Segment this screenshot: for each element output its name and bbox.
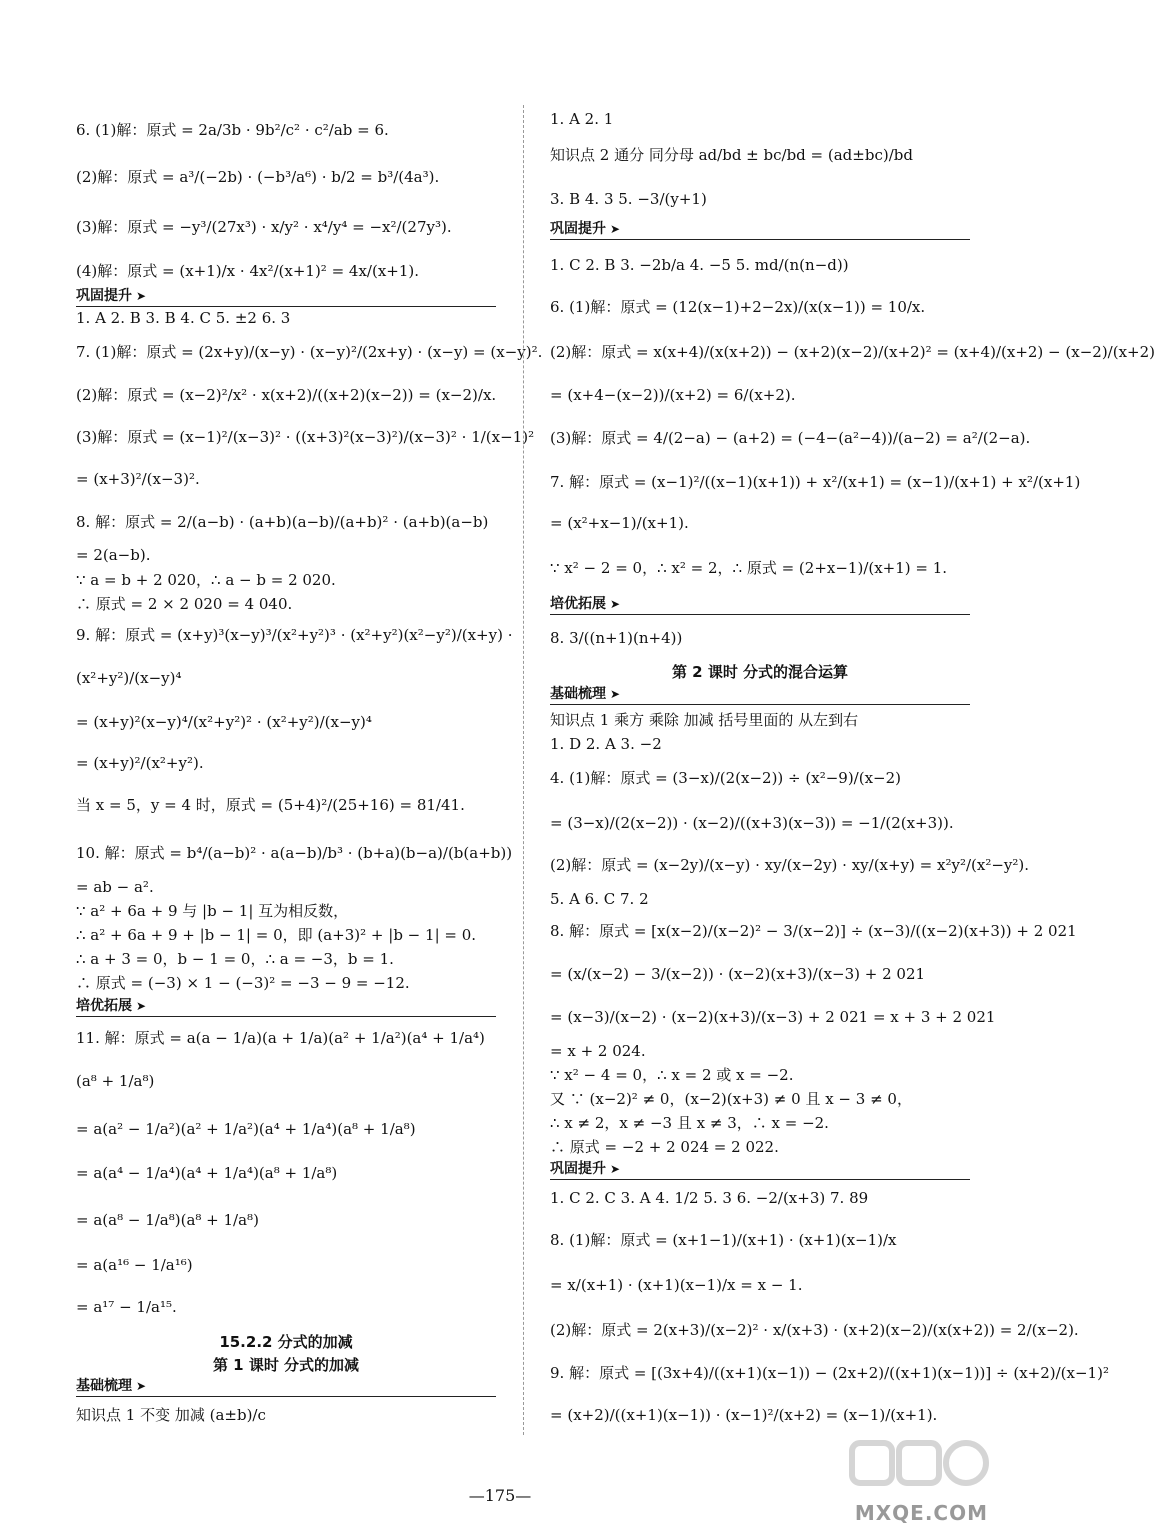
section-heading-label: 巩固提升 <box>550 221 606 237</box>
answer-line: ∴ a + 3 = 0，b − 1 = 0，∴ a = −3，b = 1. <box>76 950 394 968</box>
section-heading-label: 基础梳理 <box>76 1378 132 1394</box>
answer-line: 8. 解：原式 = [x(x−2)/(x−2)² − 3/(x−2)] ÷ (x−3)/((x−2)(x+3)) + 2 021 <box>550 922 1077 940</box>
answer-line: 1. A 2. 1 <box>550 110 614 128</box>
answer-line: (4)解：原式 = (x+1)/x · 4x²/(x+1)² = 4x/(x+1). <box>76 262 420 280</box>
answer-line: 6. (1)解：原式 = (12(x−1)+2−2x)/(x(x−1)) = 10/x. <box>550 298 926 316</box>
section-heading <box>550 218 970 240</box>
answer-line: (2)解：原式 = a³/(−2b) · (−b³/a⁶) · b/2 = b³/(4a³). <box>76 168 440 186</box>
answer-line: = a(a⁸ − 1/a⁸)(a⁸ + 1/a⁸) <box>76 1211 259 1229</box>
answer-line: (2)解：原式 = 2(x+3)/(x−2)² · x/(x+3) · (x+2)(x−2)/(x(x+2)) = 2/(x−2). <box>550 1321 1079 1339</box>
answer-line: 4. (1)解：原式 = (3−x)/(2(x−2)) ÷ (x²−9)/(x−2) <box>550 769 902 787</box>
lesson-title: 15.2.2 分式的加减 <box>219 1333 353 1351</box>
answer-line: ∴ x ≠ 2，x ≠ −3 且 x ≠ 3，∴ x = −2. <box>550 1114 829 1132</box>
answer-line: ∵ x² − 4 = 0，∴ x = 2 或 x = −2. <box>550 1066 794 1084</box>
lesson-title: 第 2 课时 分式的混合运算 <box>671 663 849 681</box>
answer-line: ∴ a² + 6a + 9 + |b − 1| = 0，即 (a+3)² + |b − 1| = 0. <box>76 926 477 944</box>
answer-line: = a(a¹⁶ − 1/a¹⁶) <box>76 1256 193 1274</box>
section-heading-label: 培优拓展 <box>76 998 132 1014</box>
answer-line: 又 ∵ (x−2)² ≠ 0，(x−2)(x+3) ≠ 0 且 x − 3 ≠ 0， <box>550 1090 912 1108</box>
answer-line: = (x+3)²/(x−3)². <box>76 470 200 488</box>
answer-line: = (x²+x−1)/(x+1). <box>550 514 689 532</box>
answer-line: 3. B 4. 3 5. −3/(y+1) <box>550 190 707 208</box>
answer-line: = a(a⁴ − 1/a⁴)(a⁴ + 1/a⁴)(a⁸ + 1/a⁸) <box>76 1164 338 1182</box>
answer-line: ∵ a² + 6a + 9 与 |b − 1| 互为相反数， <box>76 902 349 920</box>
section-heading <box>550 683 970 705</box>
answer-line: = (x+y)²(x−y)⁴/(x²+y²)² · (x²+y²)/(x−y)⁴ <box>76 713 372 731</box>
section-heading-label: 巩固提升 <box>550 1161 606 1177</box>
answer-line: ∴ 原式 = 2 × 2 020 = 4 040. <box>76 595 293 613</box>
section-heading <box>76 285 496 307</box>
answer-line: = 2(a−b). <box>76 546 151 564</box>
chevron-right-icon: ➤ <box>610 597 621 611</box>
column-divider <box>523 105 524 1435</box>
chevron-right-icon: ➤ <box>610 687 621 701</box>
answer-line: 1. D 2. A 3. −2 <box>550 735 662 753</box>
answer-line: 9. 解：原式 = (x+y)³(x−y)³/(x²+y²)³ · (x²+y²)(x²−y²)/(x+y) · <box>76 626 513 644</box>
answer-line: 11. 解：原式 = a(a − 1/a)(a + 1/a)(a² + 1/a²)(a⁴ + 1/a⁴) <box>76 1029 485 1047</box>
section-heading <box>550 593 970 615</box>
answer-line: 7. (1)解：原式 = (2x+y)/(x−y) · (x−y)²/(2x+y) · (x−y) = (x−y)². <box>76 343 543 361</box>
answer-line: = (x/(x−2) − 3/(x−2)) · (x−2)(x+3)/(x−3) + 2 021 <box>550 965 926 983</box>
section-heading-label: 基础梳理 <box>550 686 606 702</box>
answer-line: 6. (1)解：原式 = 2a/3b · 9b²/c² · c²/ab = 6. <box>76 121 389 139</box>
answer-line: 8. (1)解：原式 = (x+1−1)/(x+1) · (x+1)(x−1)/x <box>550 1231 897 1249</box>
answer-line: 7. 解：原式 = (x−1)²/((x−1)(x+1)) + x²/(x+1) = (x−1)/(x+1) + x²/(x+1) <box>550 473 1081 491</box>
chevron-right-icon: ➤ <box>136 1379 147 1393</box>
answer-line: (a⁸ + 1/a⁸) <box>76 1072 155 1090</box>
answer-line: = (x+y)²/(x²+y²). <box>76 754 204 772</box>
answer-line: = a¹⁷ − 1/a¹⁵. <box>76 1298 177 1316</box>
answer-line: (2)解：原式 = (x−2)²/x² · x(x+2)/((x+2)(x−2)) = (x−2)/x. <box>76 386 497 404</box>
answer-line: (x²+y²)/(x−y)⁴ <box>76 669 182 687</box>
chevron-right-icon: ➤ <box>610 1162 621 1176</box>
answer-line: (2)解：原式 = x(x+4)/(x(x+2)) − (x+2)(x−2)/(x+2)² = (x+4)/(x+2) − (x−2)/(x+2) <box>550 343 1155 361</box>
answer-line: 9. 解：原式 = [(3x+4)/((x+1)(x−1)) − (2x+2)/((x+1)(x−1))] ÷ (x+2)/(x−1)² <box>550 1364 1109 1382</box>
answer-line: ∵ x² − 2 = 0，∴ x² = 2，∴ 原式 = (2+x−1)/(x+1) = 1. <box>550 559 948 577</box>
section-heading <box>550 1158 970 1180</box>
answer-line: 知识点 1 不变 加减 (a±b)/c <box>76 1406 266 1424</box>
answer-line: = x/(x+1) · (x+1)(x−1)/x = x − 1. <box>550 1276 803 1294</box>
answer-line: = (x+4−(x−2))/(x+2) = 6/(x+2). <box>550 386 796 404</box>
answer-line: (3)解：原式 = (x−1)²/(x−3)² · ((x+3)²(x−3)²)/(x−3)² · 1/(x−1)² <box>76 428 535 446</box>
answer-line: 1. C 2. C 3. A 4. 1/2 5. 3 6. −2/(x+3) 7. 89 <box>550 1189 869 1207</box>
section-heading-label: 巩固提升 <box>76 288 132 304</box>
chevron-right-icon: ➤ <box>610 222 621 236</box>
answer-line: = (x−3)/(x−2) · (x−2)(x+3)/(x−3) + 2 021 = x + 3 + 2 021 <box>550 1008 996 1026</box>
answer-line: = ab − a². <box>76 878 154 896</box>
lesson-title: 第 1 课时 分式的加减 <box>212 1356 360 1374</box>
answer-line: (3)解：原式 = −y³/(27x³) · x/y² · x⁴/y⁴ = −x²/(27y³). <box>76 218 452 236</box>
answer-line: 10. 解：原式 = b⁴/(a−b)² · a(a−b)/b³ · (b+a)(b−a)/(b(a+b)) <box>76 844 513 862</box>
answer-line: ∴ 原式 = −2 + 2 024 = 2 022. <box>550 1138 779 1156</box>
page-number: —175— <box>468 1486 532 1505</box>
answer-line: = (x+2)/((x+1)(x−1)) · (x−1)²/(x+2) = (x−1)/(x+1). <box>550 1406 938 1424</box>
answer-line: 知识点 2 通分 同分母 ad/bd ± bc/bd = (ad±bc)/bd <box>550 146 913 164</box>
answer-line: (3)解：原式 = 4/(2−a) − (a+2) = (−4−(a²−4))/(a−2) = a²/(2−a). <box>550 429 1031 447</box>
answer-line: 1. A 2. B 3. B 4. C 5. ±2 6. 3 <box>76 309 291 327</box>
section-heading-label: 培优拓展 <box>550 596 606 612</box>
answer-line: 8. 3/((n+1)(n+4)) <box>550 629 683 647</box>
watermark-text: MXQE.COM <box>854 1501 988 1525</box>
answer-line: = (3−x)/(2(x−2)) · (x−2)/((x+3)(x−3)) = −1/(2(x+3)). <box>550 814 954 832</box>
answer-line: 当 x = 5，y = 4 时，原式 = (5+4)²/(25+16) = 81/41. <box>76 796 465 814</box>
answer-line: 5. A 6. C 7. 2 <box>550 890 649 908</box>
answer-line: (2)解：原式 = (x−2y)/(x−y) · xy/(x−2y) · xy/(x+y) = x²y²/(x²−y²). <box>550 856 1030 874</box>
answer-line: = x + 2 024. <box>550 1042 646 1060</box>
answer-line: 知识点 1 乘方 乘除 加减 括号里面的 从左到右 <box>550 711 859 729</box>
answer-line: = a(a² − 1/a²)(a² + 1/a²)(a⁴ + 1/a⁴)(a⁸ + 1/a⁸) <box>76 1120 416 1138</box>
section-heading <box>76 1375 496 1397</box>
answer-line: 8. 解：原式 = 2/(a−b) · (a+b)(a−b)/(a+b)² · (a+b)(a−b) <box>76 513 489 531</box>
section-heading <box>76 995 496 1017</box>
answer-line: ∵ a = b + 2 020，∴ a − b = 2 020. <box>76 571 336 589</box>
chevron-right-icon: ➤ <box>136 289 147 303</box>
answer-line: 1. C 2. B 3. −2b/a 4. −5 5. md/(n(n−d)) <box>550 256 849 274</box>
answer-line: ∴ 原式 = (−3) × 1 − (−3)² = −3 − 9 = −12. <box>76 974 410 992</box>
chevron-right-icon: ➤ <box>136 999 147 1013</box>
